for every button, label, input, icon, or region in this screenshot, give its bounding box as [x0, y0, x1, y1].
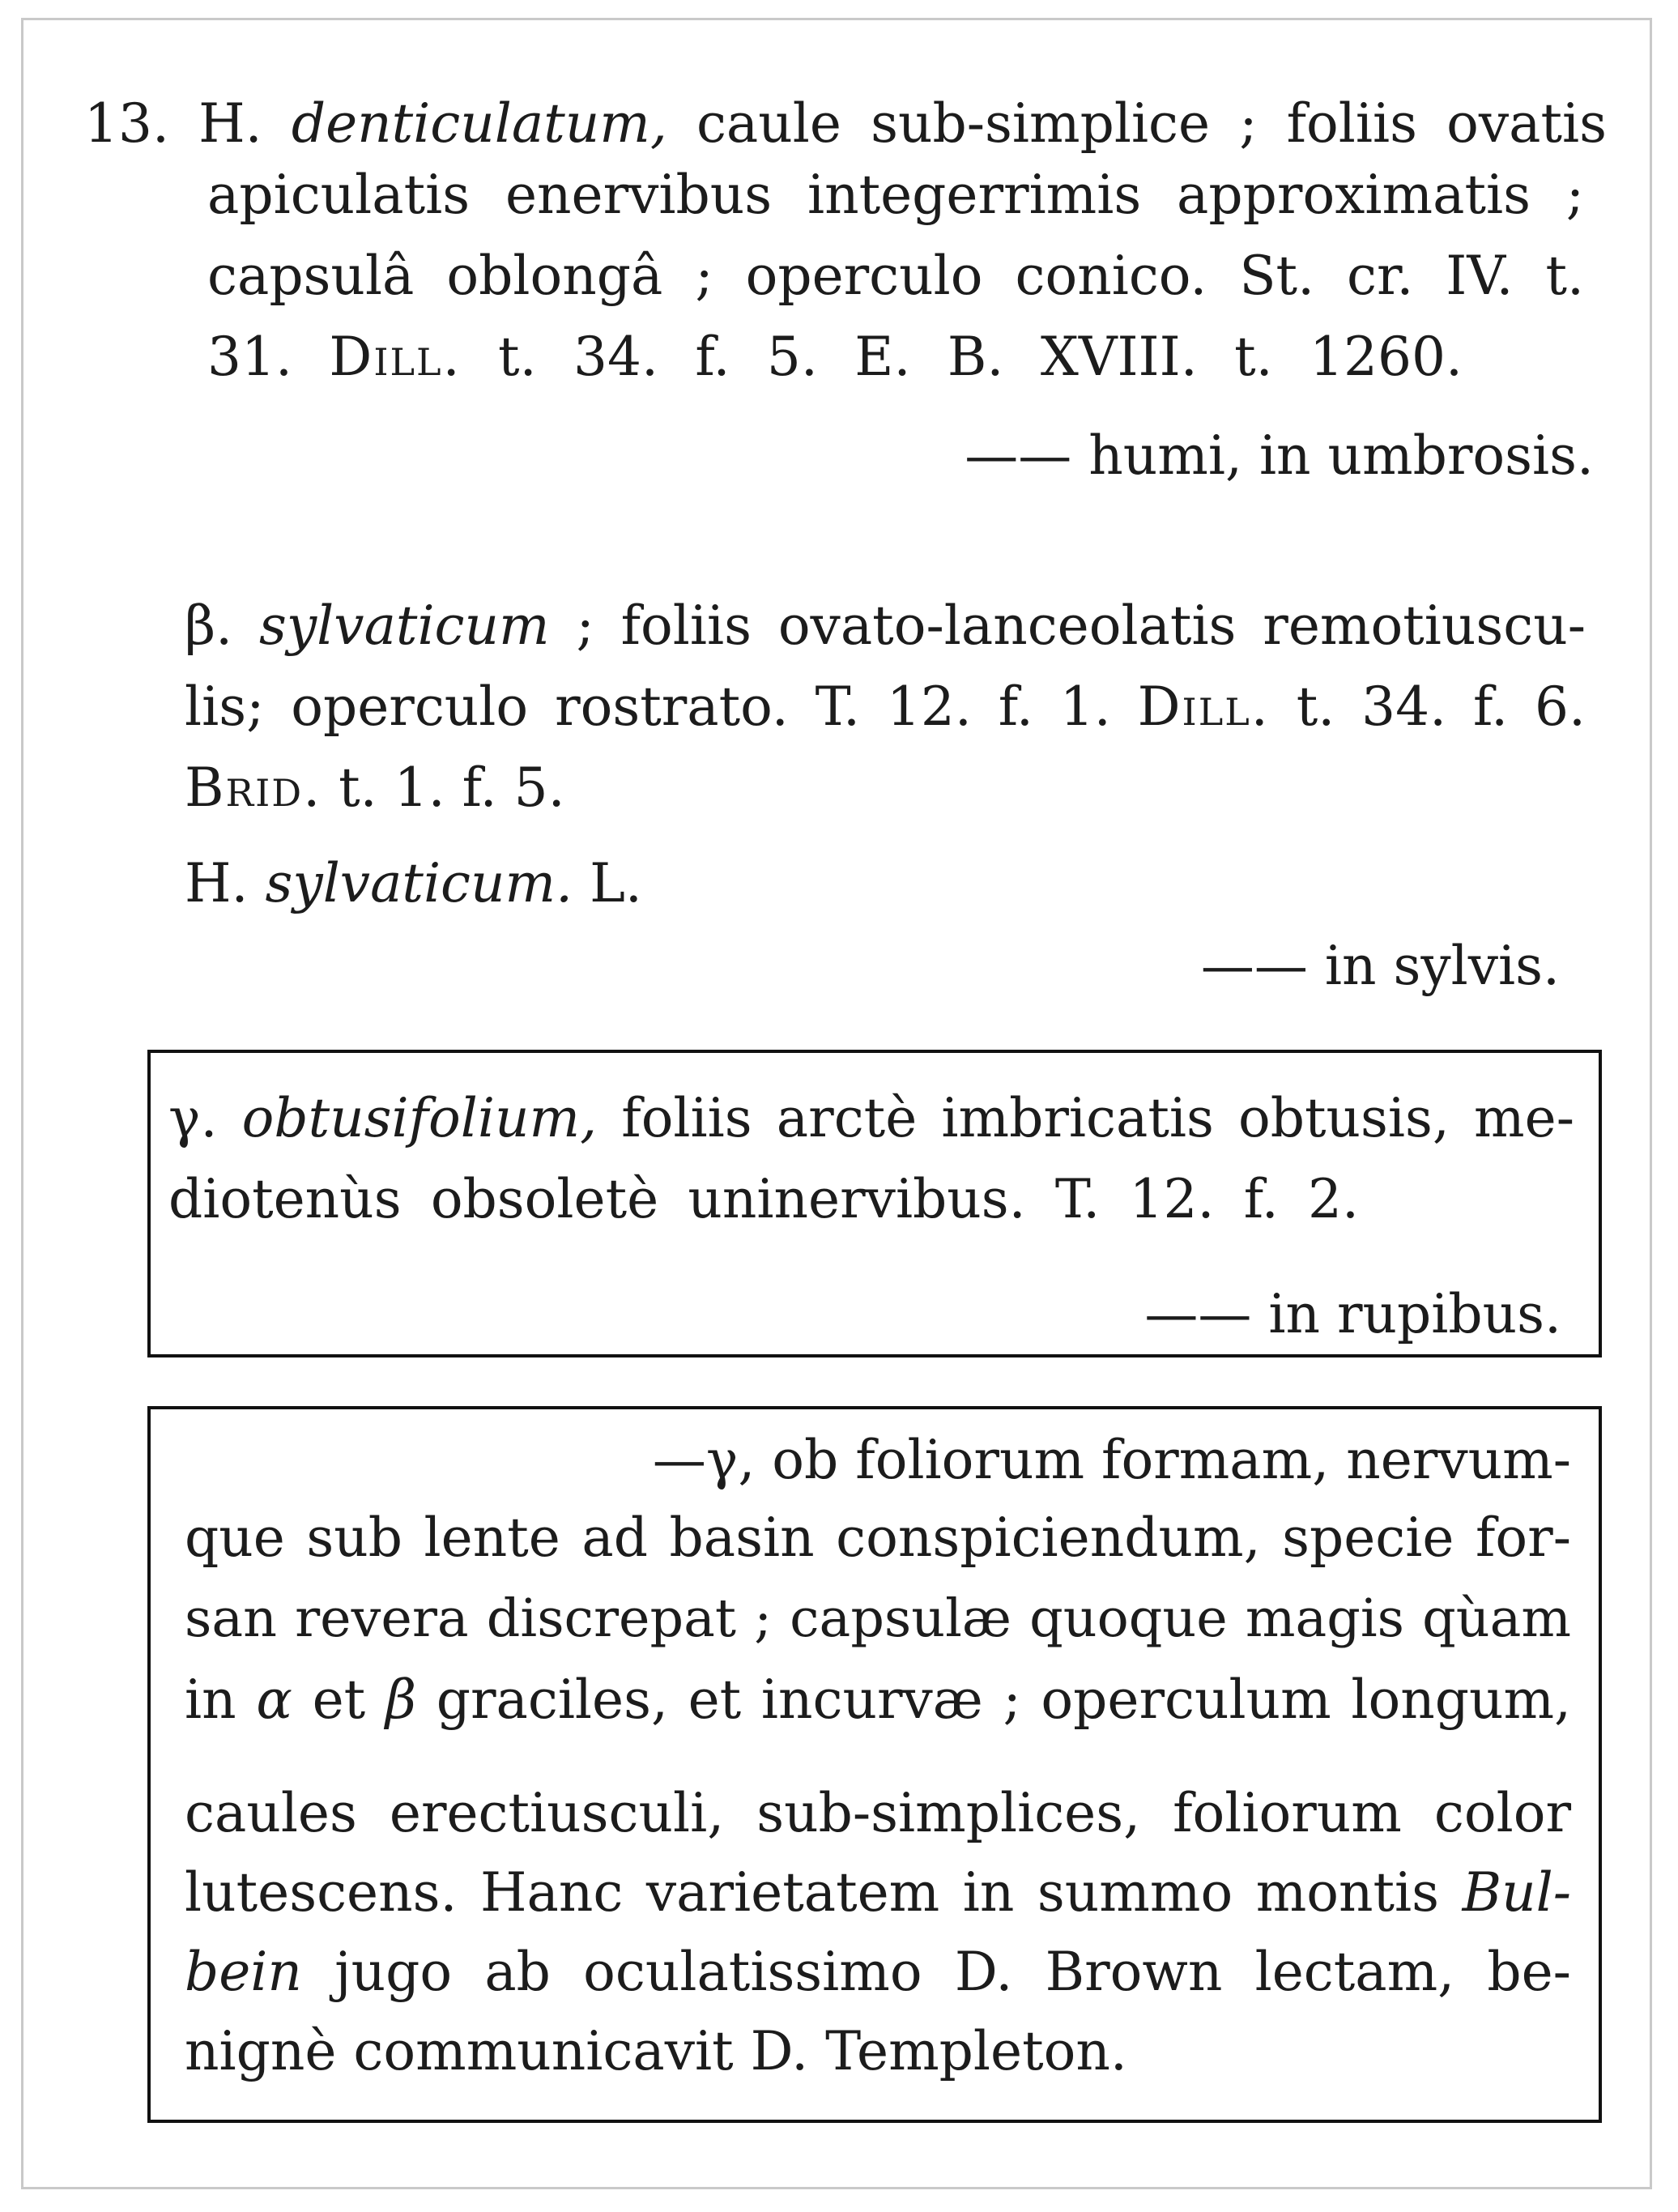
beta-habitat: —— in sylvis. — [1200, 935, 1560, 997]
entry-number: 13. — [84, 92, 169, 155]
entry-habitat: —— humi, in umbrosis. — [965, 424, 1594, 487]
entry-line-3: capsulâ oblongâ ; operculo conico. St. cr. IV. t. — [207, 245, 1584, 307]
note-line-7: bein jugo ab oculatissimo D. Brown lectam, be- — [185, 1941, 1571, 2003]
entry-genus: H. — [198, 92, 262, 155]
entry-line-2: apiculatis enervibus integerrimis approximatis ; — [207, 164, 1584, 226]
gamma-line-2: diotenùs obsoletè uninervibus. T. 12. f. 2. — [168, 1168, 1359, 1230]
note-line-5: caules erectiusculi, sub-simplices, foliorum color — [185, 1782, 1571, 1844]
entry-line-1 — [84, 92, 1607, 155]
place-bulbein-part1: Bul- — [1462, 1861, 1571, 1924]
entry-line1-rest: caule sub-simplice ; foliis ovatis — [696, 92, 1607, 155]
note-line-3: san revera discrepat ; capsulæ quoque magis qùam — [185, 1588, 1571, 1649]
note-line-4: in α et β graciles, et incurvæ ; operculum longum, — [185, 1669, 1572, 1731]
author-dill: Dill. — [329, 326, 462, 388]
note-line-6: lutescens. Hanc varietatem in summo montis Bul- — [185, 1861, 1571, 1924]
note-line-8: nignè communicavit D. Templeton. — [185, 2020, 1127, 2082]
gamma-symbol: γ. — [168, 1087, 218, 1149]
beta-name: sylvaticum — [259, 595, 550, 657]
note-line-2: que sub lente ad basin conspiciendum, specie for- — [185, 1507, 1571, 1569]
entry-species: denticulatum, — [291, 92, 667, 155]
note-line-1: —γ, ob foliorum formam, nervum- — [652, 1429, 1571, 1491]
beta-symbol: β. — [185, 595, 233, 657]
place-bulbein-part2: bein — [185, 1941, 302, 2003]
gamma-name: obtusifolium, — [241, 1087, 598, 1149]
entry-line-4: 31. Dill. t. 34. f. 5. E. B. XVIII. t. 1260. — [207, 326, 1463, 388]
gamma-habitat: —— in rupibus. — [1144, 1283, 1561, 1345]
beta-line-3: Brid. t. 1. f. 5. — [185, 757, 565, 819]
beta-line-2: lis; operculo rostrato. T. 12. f. 1. Dill. t. 34. f. 6. — [185, 676, 1586, 738]
beta-line-1: β. sylvaticum ; foliis ovato-lanceolatis remotiuscu- — [185, 595, 1586, 657]
gamma-line-1: γ. obtusifolium, foliis arctè imbricatis obtusis, me- — [168, 1087, 1574, 1149]
beta-synonym: H. sylvaticum. L. — [185, 852, 642, 914]
